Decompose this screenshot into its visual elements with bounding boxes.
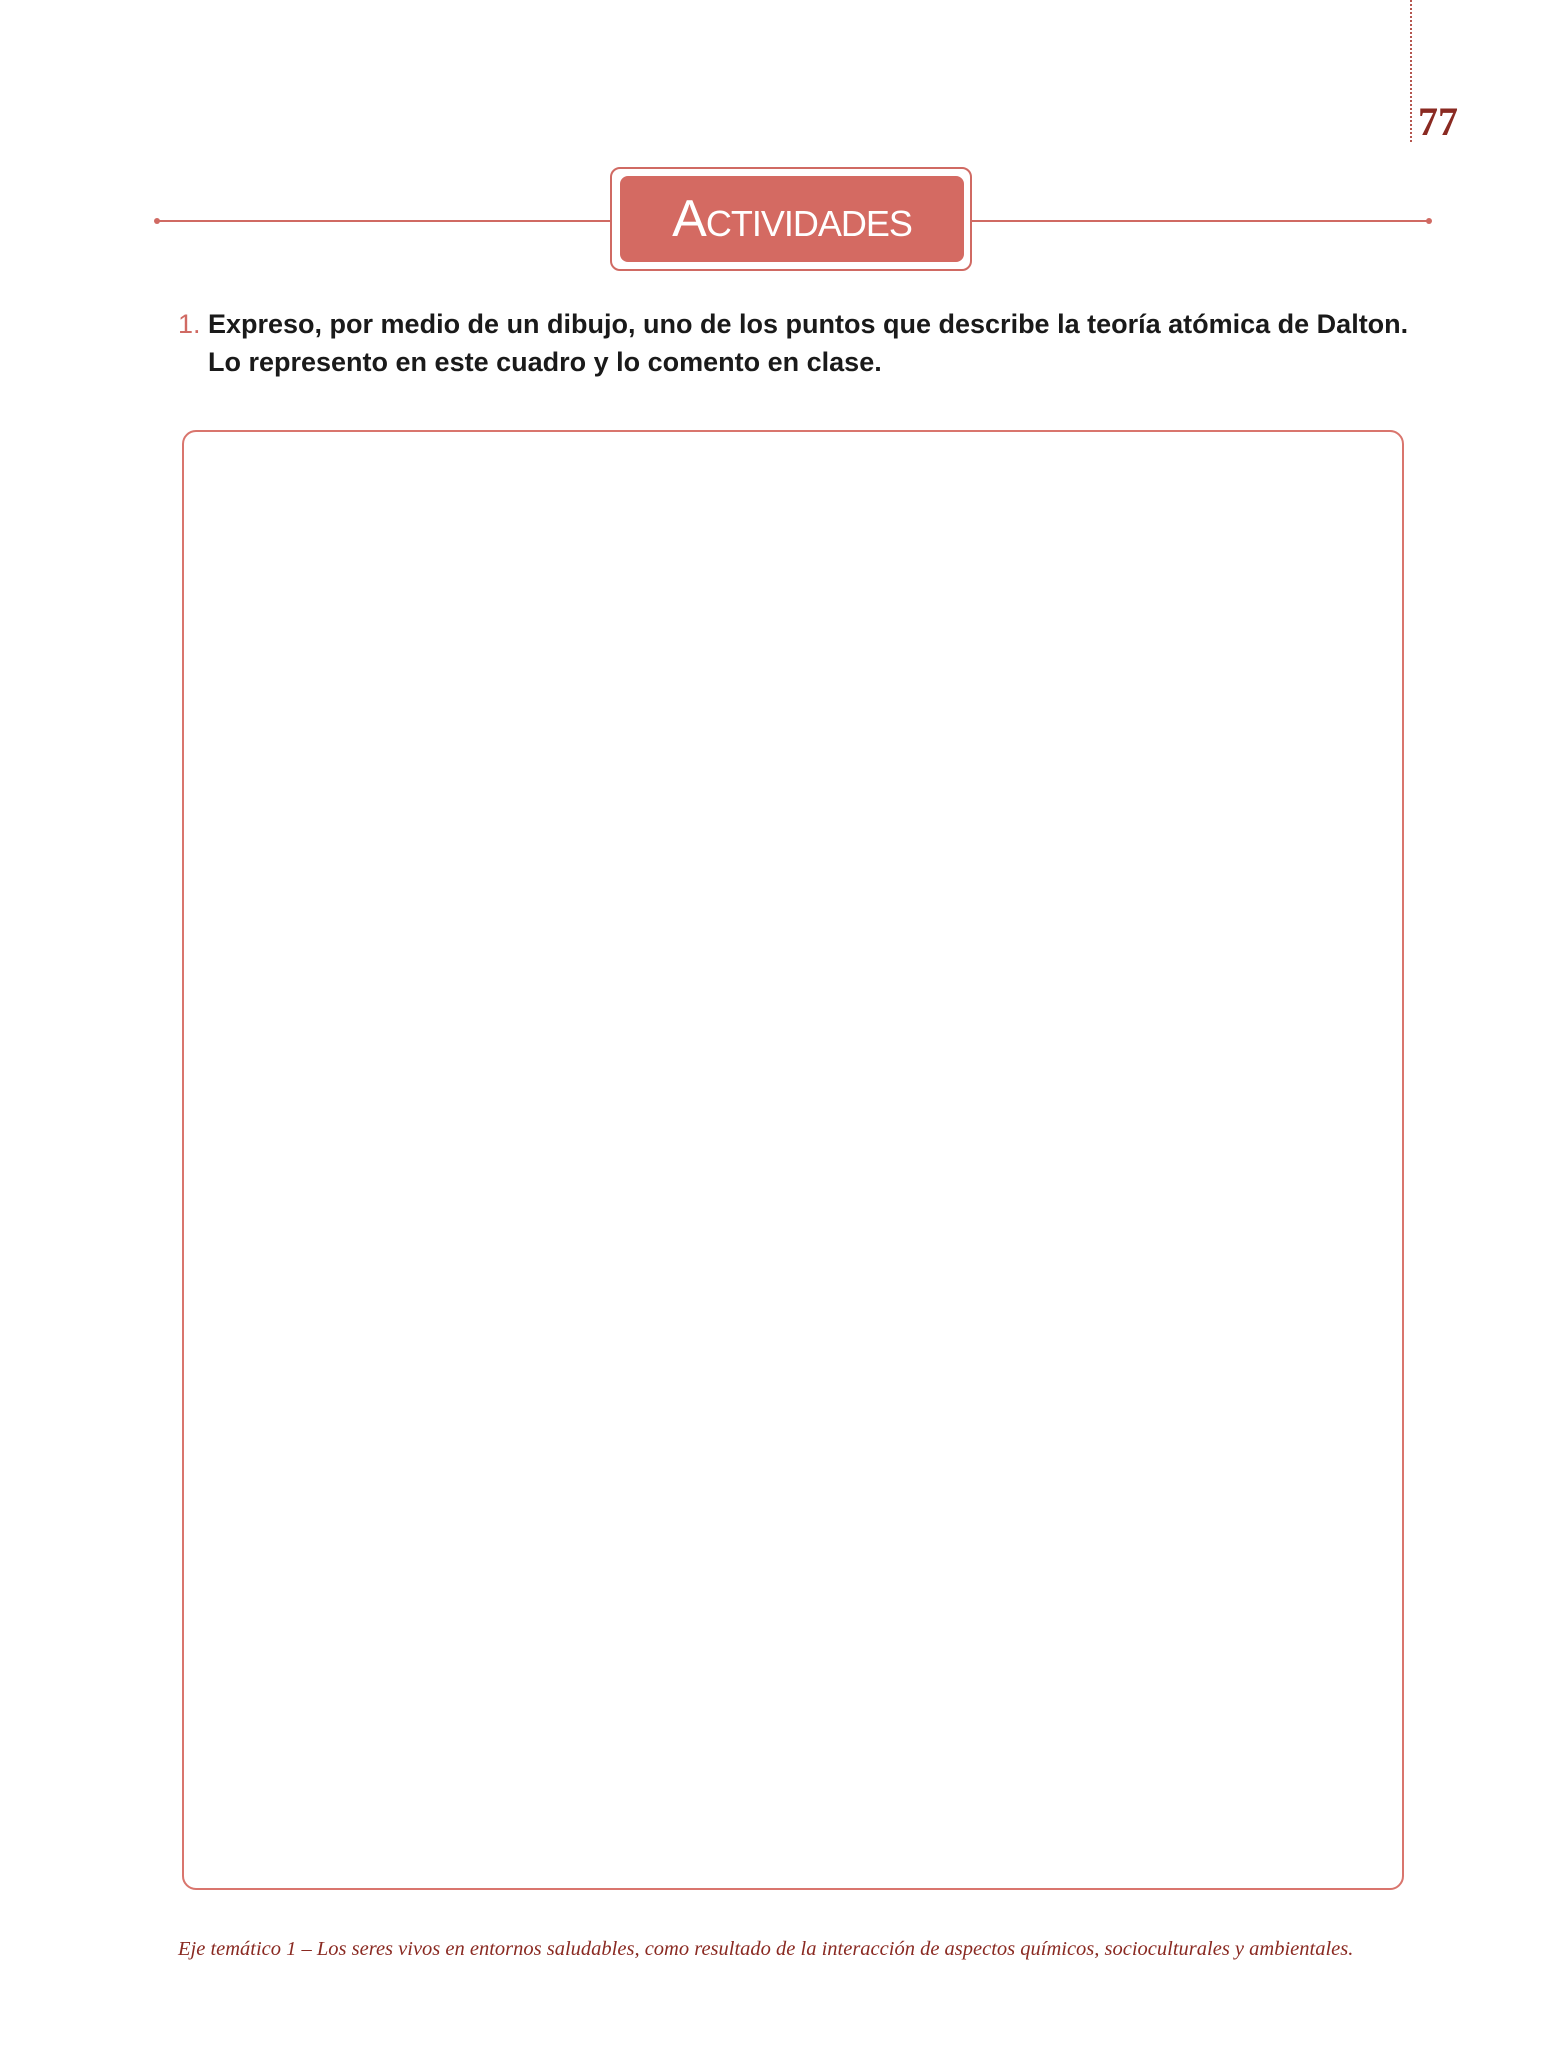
page-number: 77	[1418, 99, 1458, 144]
activity-item	[178, 305, 1418, 381]
activity-text-line-1: Expreso, por medio de un dibujo, uno de los puntos que describe la teoría atómica de Dalton.	[208, 309, 1409, 339]
section-title: Actividades	[672, 190, 912, 248]
footer-theme-text: Eje temático 1 – Los seres vivos en entornos saludables, como resultado de la interacción de aspectos químicos, socioculturales y ambientales.	[178, 1938, 1354, 1960]
section-title-box	[620, 176, 964, 262]
page-edge-dotted-rule	[1410, 0, 1412, 142]
activity-line-1	[178, 305, 1418, 343]
activity-number: 1.	[178, 309, 201, 339]
rule-end-dot-left	[154, 218, 160, 224]
rule-end-dot-right	[1426, 218, 1432, 224]
drawing-answer-box[interactable]	[182, 430, 1404, 1890]
activity-text-line-2: Lo represento en este cuadro y lo comento en clase.	[208, 347, 882, 377]
